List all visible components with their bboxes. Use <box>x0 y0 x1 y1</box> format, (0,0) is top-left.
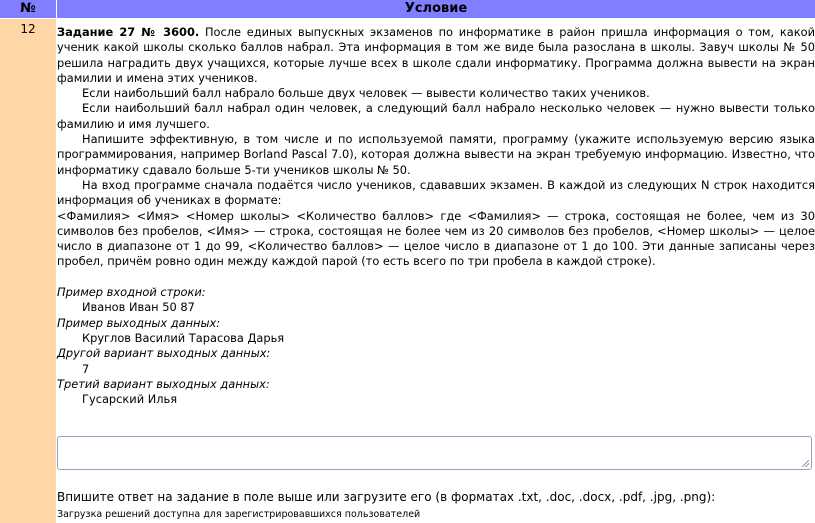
alt-output-label: Другой вариант выходных данных: <box>57 346 271 361</box>
task-paragraph-6: <Фамилия> <Имя> <Номер школы> <Количество баллов> где <Фамилия> — строка, состоящая не более, чем из 30 символов без пробелов, <Имя> — строка, состоящая не более чем из 20 символов без пробелов, <Номер школы> — целое число в диапазоне от 1 до 99, <Количество баллов> — целое число в диапазоне от 1 до 100. Эти данные записаны через пробел, причём ровно один между каждой парой (то есть всего по три пробела в каждой строке). <box>57 208 815 269</box>
answer-hint: Впишите ответ на задание в поле выше или загрузите его (в форматах .txt, .doc, .docx, .pdf, .jpg, .png): <box>57 490 716 504</box>
task-paragraph-5: На вход программе сначала подаётся число учеников, сдававших экзамен. В каждой из следующих N строк находится информация об учениках в формате: <box>57 177 815 208</box>
alt-output-value: 7 <box>82 361 90 376</box>
condition-cell <box>57 19 815 523</box>
third-output-value: Гусарский Илья <box>82 392 178 407</box>
task-number-cell: 12 <box>0 19 56 523</box>
example-input-label: Пример входной строки: <box>57 285 206 300</box>
task-paragraph-3: Если наибольший балл набрал один человек, а следующий балл набрало несколько человек — нужно вывести только фамилию и имя лучшего. <box>57 101 815 131</box>
task-text <box>57 25 815 407</box>
example-input-value: Иванов Иван 50 87 <box>82 300 195 315</box>
task-intro <box>57 25 815 86</box>
example-output-value: Круглов Василий Тарасова Дарья <box>82 330 285 345</box>
number-column-header: № <box>0 0 56 19</box>
task-paragraph-2: Если наибольший балл набрало больше двух человек — вывести количество таких учеников. <box>82 86 650 101</box>
task-title: Задание 27 № 3600. <box>57 25 200 39</box>
resize-handle-icon[interactable] <box>802 460 809 467</box>
third-output-label: Третий вариант выходных данных: <box>57 376 270 391</box>
upload-note: Загрузка решений доступна для зарегистрировавшихся пользователей <box>57 509 421 520</box>
task-paragraph-4: Напишите эффективную, в том числе и по используемой памяти, программу (укажите используемую версию языка программирования, например Borland Pascal 7.0), которая должна вывести на экран требуемую информацию. Известно, что информатику сдавало больше 5-ти учеников школы № 50. <box>57 132 815 177</box>
answer-textarea[interactable] <box>57 436 812 470</box>
example-output-label: Пример выходных данных: <box>57 315 221 330</box>
task-paragraph-1: После единых выпускных экзаменов по информатике в район пришла информация о том, какой ученик какой школы сколько баллов набрал. Эта информация в том же виде была разослана в школы. Завуч школы № 50 решила наградить двух учащихся, которые лучше всех в школе сдали информатику. Программа должна вывести на экран фамилии и имена этих учеников. <box>57 25 815 85</box>
condition-column-header: Условие <box>57 0 815 19</box>
